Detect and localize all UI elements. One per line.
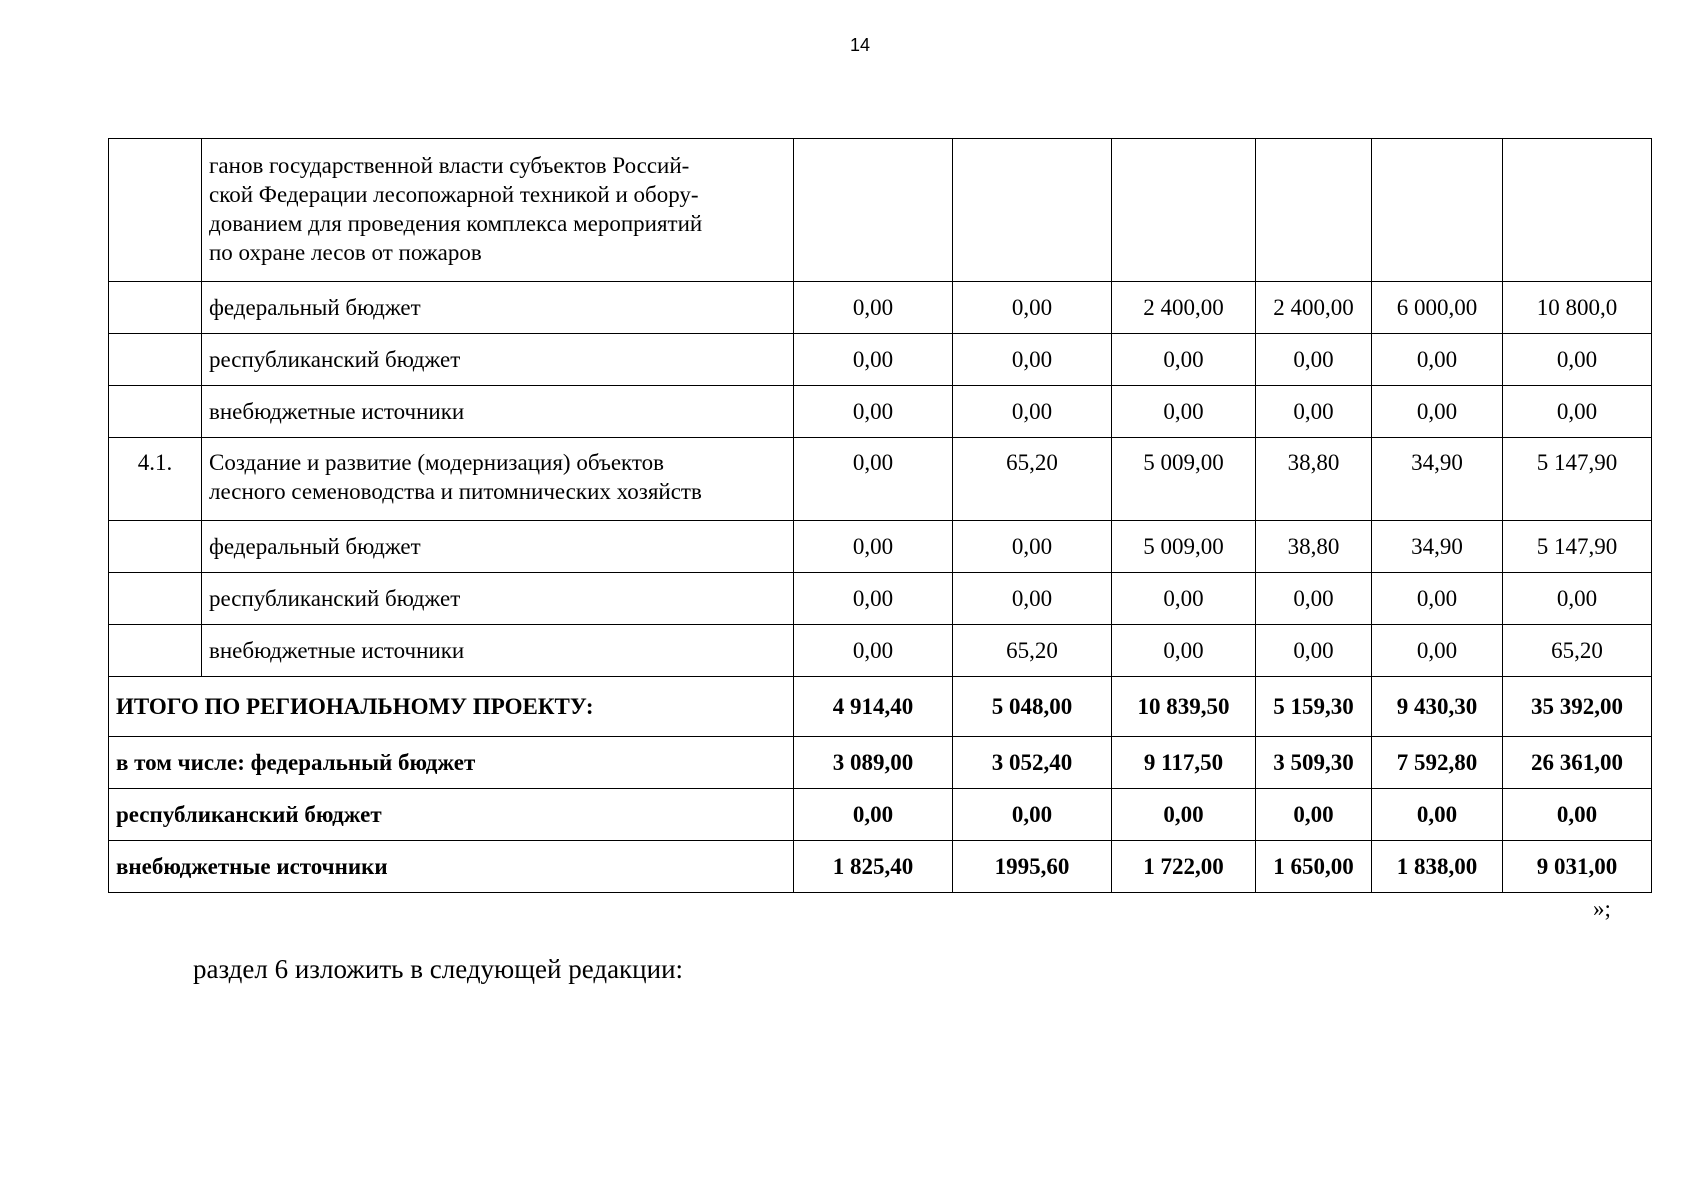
value-cell: 0,00 [953,573,1112,625]
total-value-cell: 1 838,00 [1372,841,1503,893]
value-cell: 0,00 [794,386,953,438]
value-cell: 0,00 [794,521,953,573]
table-row [109,625,1652,677]
row-index [109,573,202,625]
total-row [109,789,1652,841]
total-value-cell: 9 031,00 [1503,841,1652,893]
total-value-cell: 1 722,00 [1112,841,1256,893]
row-index [109,334,202,386]
section-note: раздел 6 изложить в следующей редакции: [193,954,684,984]
total-row-label: внебюджетные источники [109,841,794,893]
value-cell: 65,20 [953,625,1112,677]
value-cell: 65,20 [953,438,1112,521]
table-row [109,386,1652,438]
row-name: республиканский бюджет [202,573,794,625]
value-cell [1256,139,1372,282]
value-cell: 38,80 [1256,521,1372,573]
value-cell: 0,00 [1256,386,1372,438]
table-row-continuation [109,139,1652,282]
value-cell: 0,00 [794,334,953,386]
value-cell: 0,00 [1112,386,1256,438]
value-cell: 0,00 [1503,334,1652,386]
value-cell: 0,00 [1256,334,1372,386]
total-row-label: в том числе: федеральный бюджет [109,737,794,789]
row-name [202,438,794,521]
total-value-cell: 0,00 [1372,789,1503,841]
row-index [109,521,202,573]
table-row-item-4-1 [109,438,1652,521]
continuation-line: дованием для проведения комплекса мероприятий [209,211,703,236]
total-row [109,677,1652,737]
total-value-cell: 3 089,00 [794,737,953,789]
value-cell: 6 000,00 [1372,282,1503,334]
value-cell: 0,00 [1112,573,1256,625]
total-row [109,737,1652,789]
value-cell: 65,20 [1503,625,1652,677]
total-value-cell: 26 361,00 [1503,737,1652,789]
value-cell: 0,00 [1372,625,1503,677]
value-cell: 0,00 [794,438,953,521]
value-cell: 0,00 [1503,573,1652,625]
row-name: федеральный бюджет [202,521,794,573]
total-value-cell: 9 117,50 [1112,737,1256,789]
value-cell [1503,139,1652,282]
value-cell: 0,00 [953,521,1112,573]
row-index [109,625,202,677]
row-index [109,282,202,334]
value-cell: 0,00 [1372,386,1503,438]
continuation-line: по охране лесов от пожаров [209,240,482,265]
row-name-line: Создание и развитие (модернизация) объектов [209,450,665,475]
value-cell: 0,00 [794,282,953,334]
value-cell: 0,00 [953,334,1112,386]
table-row [109,282,1652,334]
budget-table [108,138,1652,893]
value-cell: 0,00 [794,625,953,677]
total-value-cell: 0,00 [1503,789,1652,841]
total-value-cell: 0,00 [1256,789,1372,841]
value-cell: 5 147,90 [1503,438,1652,521]
value-cell: 2 400,00 [1112,282,1256,334]
value-cell [794,139,953,282]
row-name: внебюджетные источники [202,386,794,438]
total-value-cell: 0,00 [953,789,1112,841]
total-row-label: ИТОГО ПО РЕГИОНАЛЬНОМУ ПРОЕКТУ: [109,677,794,737]
value-cell: 0,00 [1112,334,1256,386]
row-index-cell [109,139,202,282]
row-name: внебюджетные источники [202,625,794,677]
row-name: федеральный бюджет [202,282,794,334]
continuation-line: ганов государственной власти субъектов Россий- [209,153,690,178]
total-value-cell: 9 430,30 [1372,677,1503,737]
value-cell: 0,00 [1112,625,1256,677]
row-index [109,386,202,438]
total-row [109,841,1652,893]
value-cell: 10 800,0 [1503,282,1652,334]
value-cell: 0,00 [1256,625,1372,677]
table-row [109,573,1652,625]
value-cell: 38,80 [1256,438,1372,521]
total-value-cell: 0,00 [1112,789,1256,841]
total-value-cell: 3 509,30 [1256,737,1372,789]
page-number: 14 [849,35,871,55]
total-value-cell: 1 650,00 [1256,841,1372,893]
value-cell: 5 147,90 [1503,521,1652,573]
value-cell [1372,139,1503,282]
row-name-line: лесного семеноводства и питомнических хозяйств [209,479,702,504]
total-value-cell: 10 839,50 [1112,677,1256,737]
value-cell: 2 400,00 [1256,282,1372,334]
total-value-cell: 1995,60 [953,841,1112,893]
total-value-cell: 1 825,40 [794,841,953,893]
total-value-cell: 5 159,30 [1256,677,1372,737]
total-value-cell: 5 048,00 [953,677,1112,737]
total-value-cell: 4 914,40 [794,677,953,737]
table-row [109,521,1652,573]
value-cell: 5 009,00 [1112,521,1256,573]
total-value-cell: 3 052,40 [953,737,1112,789]
continuation-line: ской Федерации лесопожарной техникой и обору- [209,182,699,207]
value-cell: 34,90 [1372,521,1503,573]
value-cell: 0,00 [1503,386,1652,438]
value-cell: 0,00 [1372,334,1503,386]
value-cell: 34,90 [1372,438,1503,521]
total-row-label: республиканский бюджет [109,789,794,841]
value-cell: 0,00 [953,282,1112,334]
continuation-text-cell [202,139,794,282]
row-index: 4.1. [109,438,202,521]
value-cell [1112,139,1256,282]
value-cell [953,139,1112,282]
closing-quote: »; [1593,896,1611,921]
value-cell: 0,00 [1372,573,1503,625]
value-cell: 0,00 [1256,573,1372,625]
value-cell: 0,00 [794,573,953,625]
value-cell: 0,00 [953,386,1112,438]
total-value-cell: 7 592,80 [1372,737,1503,789]
total-value-cell: 0,00 [794,789,953,841]
row-name: республиканский бюджет [202,334,794,386]
value-cell: 5 009,00 [1112,438,1256,521]
total-value-cell: 35 392,00 [1503,677,1652,737]
table-row [109,334,1652,386]
